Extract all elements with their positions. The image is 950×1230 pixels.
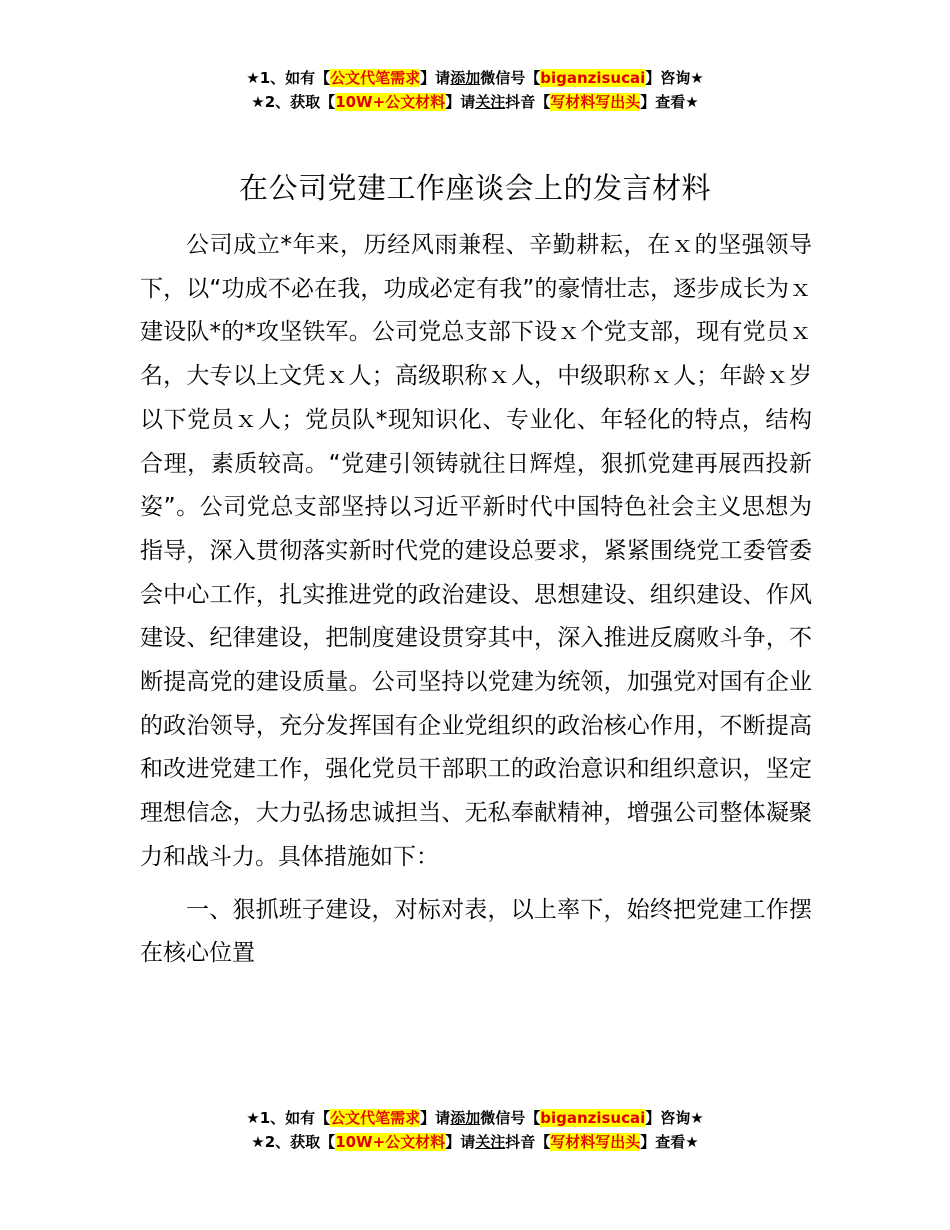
banner-line-1 (0, 1106, 950, 1130)
banner-text: 】请 (445, 1133, 476, 1151)
document-title: 在公司党建工作座谈会上的发言材料 (238, 171, 711, 205)
banner-text: ★1、如有【 (246, 1109, 331, 1127)
highlight-text: 公文代笔需求 (330, 69, 421, 87)
footer-banner (0, 1106, 950, 1154)
highlight-text: 10W+公文材料 (335, 1133, 446, 1151)
douyin-highlight: 写材料写出头 (550, 1133, 641, 1151)
banner-text: ★1、如有【 (246, 69, 331, 87)
header-banner (0, 66, 950, 114)
document-body (140, 224, 812, 976)
wechat-id-highlight: biganzisucai (540, 69, 646, 87)
underlined-text: 添加 (450, 1109, 481, 1127)
banner-text: 】查看★ (640, 93, 699, 111)
banner-text: 】咨询★ (645, 69, 704, 87)
banner-text: 】咨询★ (645, 1109, 704, 1127)
banner-line-1 (0, 66, 950, 90)
section-heading: 一、狠抓班子建设，对标对表，以上率下，始终把党建工作摆在核心位置 (140, 896, 812, 967)
banner-text: ★2、获取【 (251, 93, 336, 111)
underlined-text: 关注 (475, 1133, 506, 1151)
wechat-id-highlight: biganzisucai (540, 1109, 646, 1127)
banner-text: 微信号【 (480, 1109, 541, 1127)
banner-text: 抖音【 (505, 1133, 551, 1151)
underlined-text: 添加 (450, 69, 481, 87)
banner-line-2 (0, 90, 950, 114)
banner-text: 】请 (420, 1109, 451, 1127)
douyin-highlight: 写材料写出头 (550, 93, 641, 111)
body-paragraph: 公司成立*年来，历经风雨兼程、辛勤耕耘，在ｘ的坚强领导下，以“功成不必在我，功成必定有我”的豪情壮志，逐步成长为ｘ建设队*的*攻坚铁军。公司党总支部下设ｘ个党支部，现有党员ｘ名，大专以上文凭ｘ人；高级职称ｘ人，中级职称ｘ人；年龄ｘ岁以下党员ｘ人；党员队*现知识化、专业化、年轻化的特点，结构合理，素质较高。“党建引领铸就往日辉煌，狠抓党建再展西投新姿”。公司党总支部坚持以习近平新时代中国特色社会主义思想为指导，深入贯彻落实新时代党的建设总要求，紧紧围绕党工委管委会中心工作，扎实推进党的政治建设、思想建设、组织建设、作风建设、纪律建设，把制度建设贯穿其中，深入推进反腐败斗争，不断提高党的建设质量。公司坚持以党建为统领，加强党对国有企业的政治领导，充分发挥国有企业党组织的政治核心作用，不断提高和改进党建工作，强化党员干部职工的政治意识和组织意识，坚定理想信念，大力弘扬忠诚担当、无私奉献精神，增强公司整体凝聚力和战斗力。具体措施如下： (140, 232, 812, 870)
banner-line-2 (0, 1130, 950, 1154)
banner-text: 】请 (445, 93, 476, 111)
banner-text: 微信号【 (480, 69, 541, 87)
banner-text: 】查看★ (640, 1133, 699, 1151)
banner-text: 】请 (420, 69, 451, 87)
underlined-text: 关注 (475, 93, 506, 111)
banner-text: ★2、获取【 (251, 1133, 336, 1151)
highlight-text: 公文代笔需求 (330, 1109, 421, 1127)
banner-text: 抖音【 (505, 93, 551, 111)
highlight-text: 10W+公文材料 (335, 93, 446, 111)
